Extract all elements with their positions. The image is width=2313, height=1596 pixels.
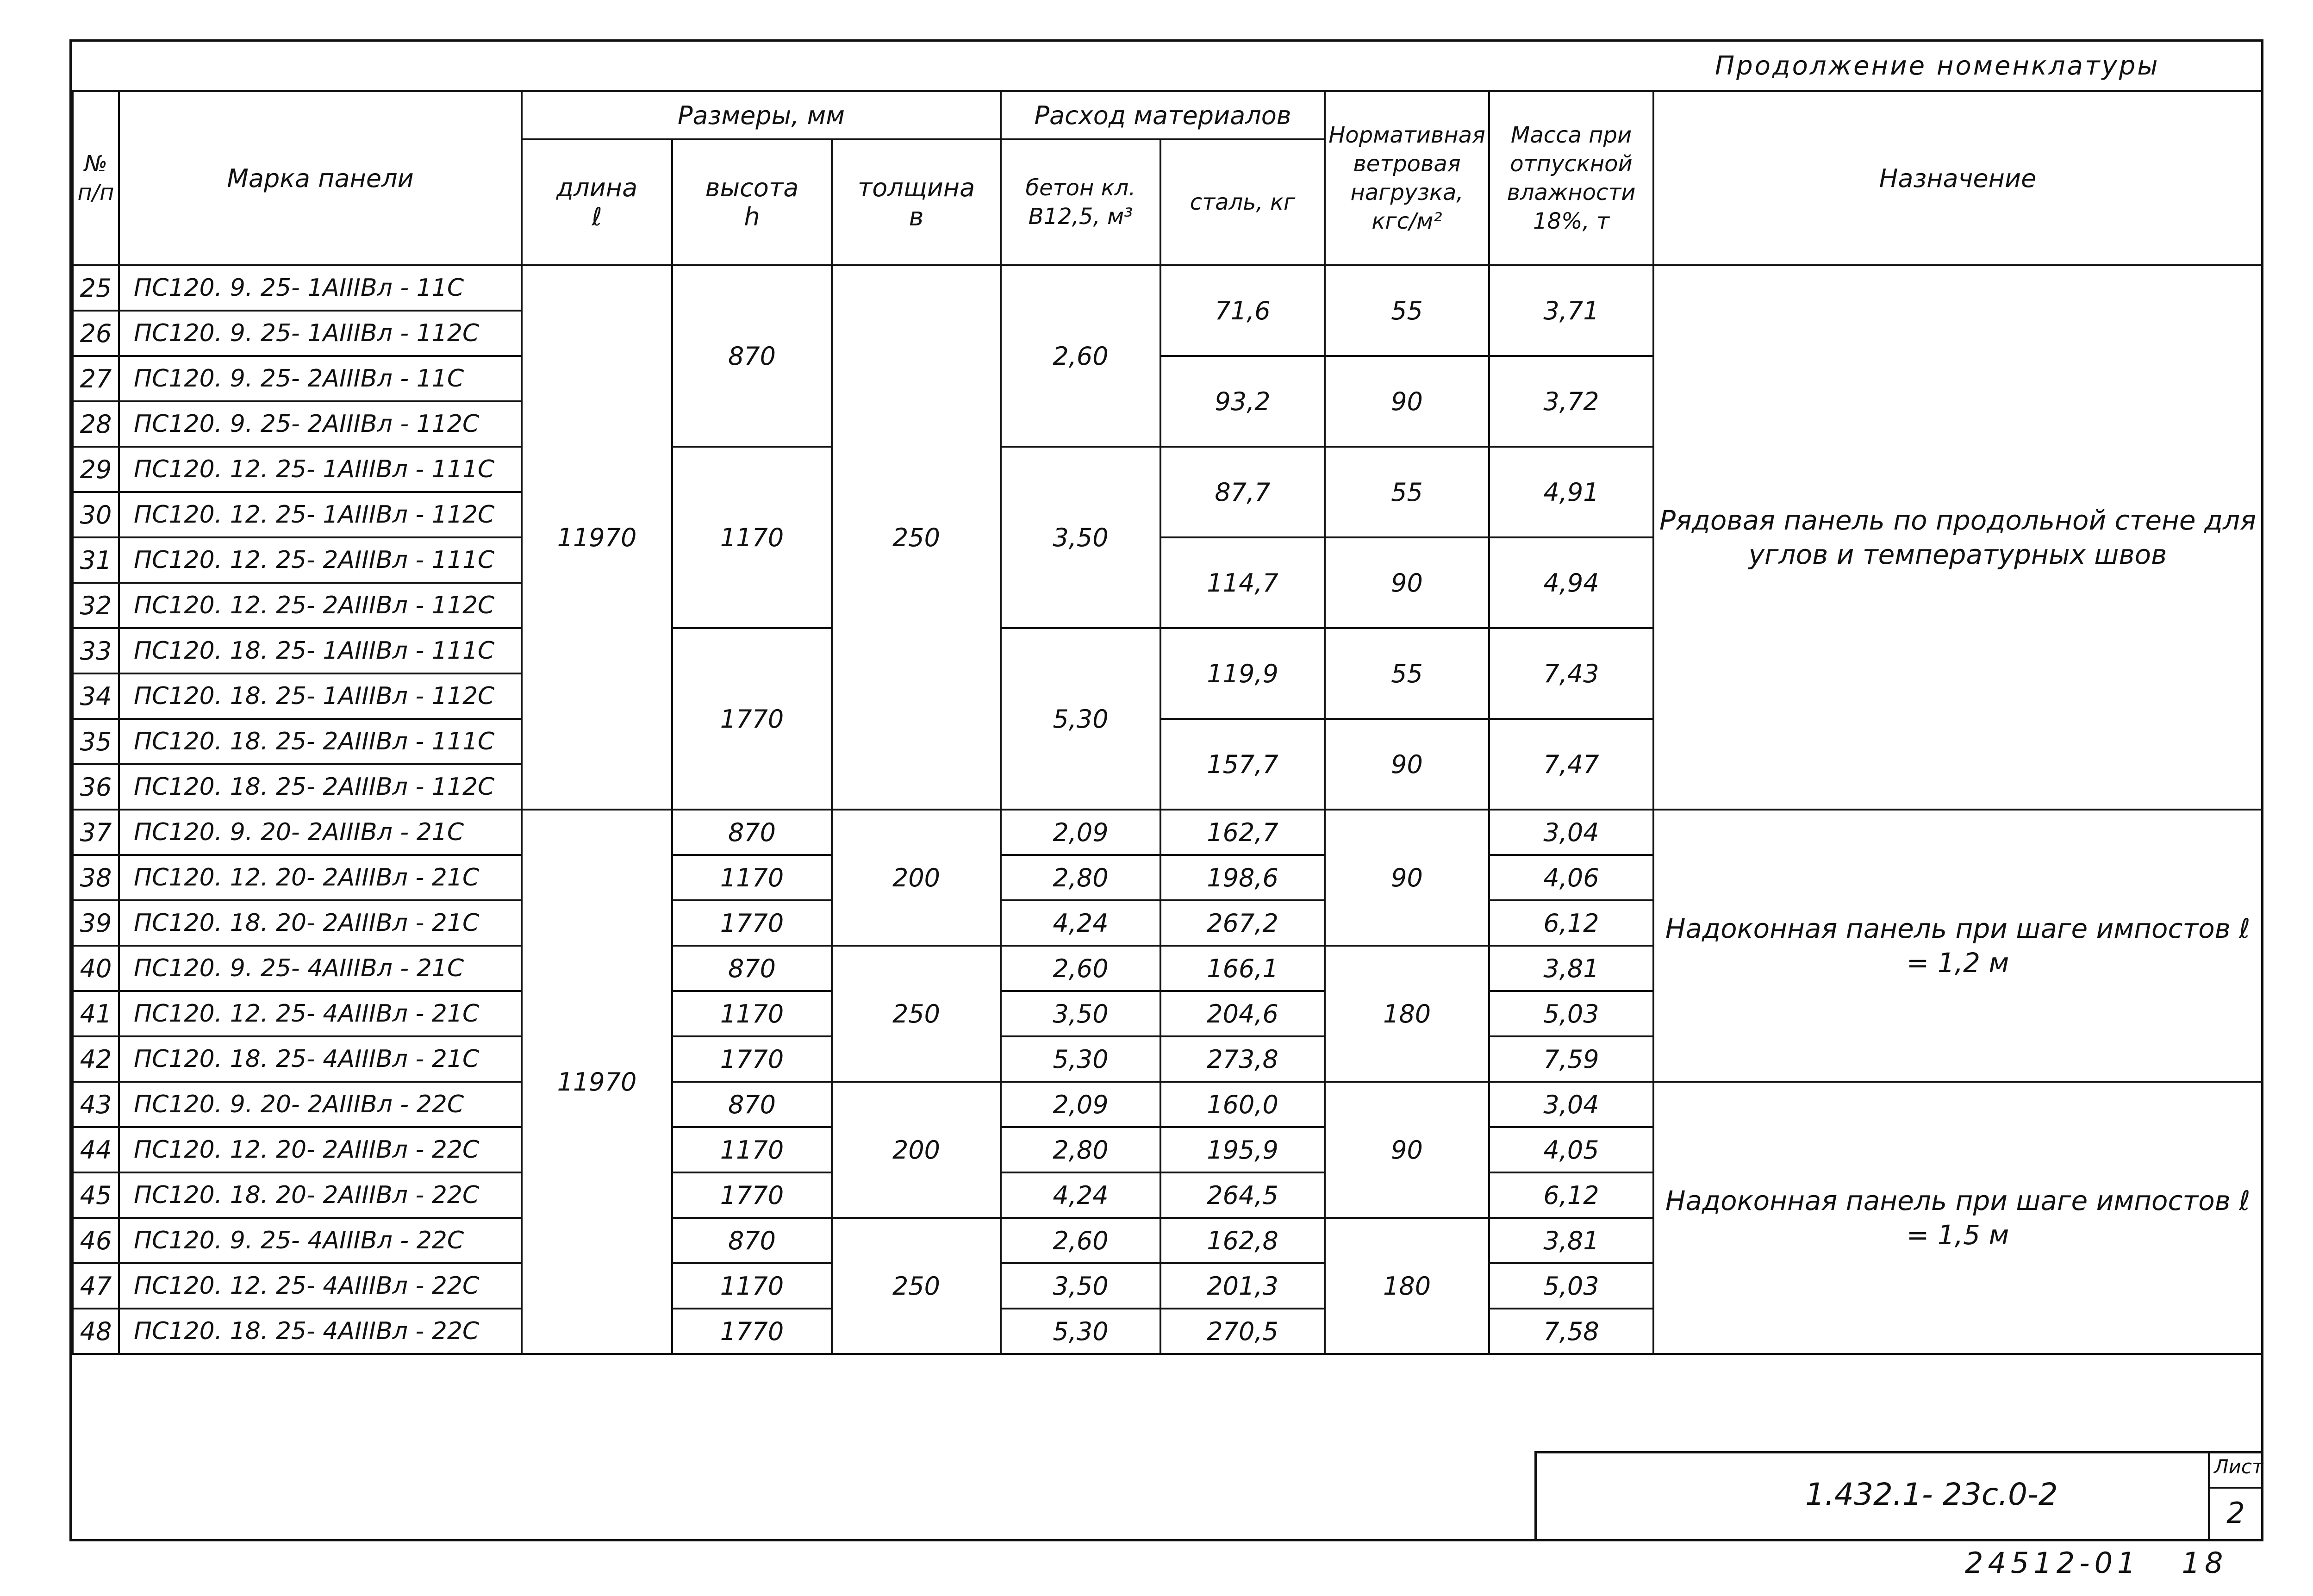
steel-cell: 270,5 xyxy=(1160,1309,1325,1354)
row-mark: ПС120. 12. 25- 2АIIIВл - 112С xyxy=(119,583,522,628)
height-cell: 870 xyxy=(672,1082,832,1127)
row-num: 35 xyxy=(73,719,119,764)
concrete-cell: 3,50 xyxy=(1001,447,1160,628)
length-cell: 11970 xyxy=(522,810,672,1354)
purpose-cell: Рядовая панель по продольной стене для углов и температурных швов xyxy=(1653,265,2262,810)
sheet-divider xyxy=(2210,1487,2261,1489)
length-cell: 11970 xyxy=(522,265,672,810)
row-num: 46 xyxy=(73,1218,119,1263)
steel-cell: 71,6 xyxy=(1160,265,1325,356)
row-mark: ПС120. 9. 20- 2АIIIВл - 22С xyxy=(119,1082,522,1127)
nomenclature-table xyxy=(72,90,2263,1355)
thickness-cell: 200 xyxy=(832,810,1001,946)
thickness-cell: 250 xyxy=(832,946,1001,1082)
height-cell: 1770 xyxy=(672,1036,832,1082)
row-num: 42 xyxy=(73,1036,119,1082)
header-length-symbol: ℓ xyxy=(592,202,602,231)
row-mark: ПС120. 12. 25- 4АIIIВл - 21С xyxy=(119,991,522,1036)
header-height-symbol: h xyxy=(744,202,760,231)
row-num: 34 xyxy=(73,673,119,719)
purpose-cell: Надоконная панель при шаге импостов ℓ = 1,2 м xyxy=(1653,810,2262,1082)
mass-cell: 3,81 xyxy=(1489,1218,1653,1263)
header-length xyxy=(522,139,672,265)
row-num: 48 xyxy=(73,1309,119,1354)
steel-cell: 166,1 xyxy=(1160,946,1325,991)
header-num: № п/п xyxy=(73,91,119,265)
row-mark: ПС120. 9. 25- 4АIIIВл - 21С xyxy=(119,946,522,991)
wind-cell: 180 xyxy=(1325,946,1489,1082)
steel-cell: 267,2 xyxy=(1160,900,1325,946)
steel-cell: 204,6 xyxy=(1160,991,1325,1036)
row-mark: ПС120. 12. 20- 2АIIIВл - 21С xyxy=(119,855,522,900)
mass-cell: 7,47 xyxy=(1489,719,1653,810)
concrete-cell: 3,50 xyxy=(1001,991,1160,1036)
mass-cell: 4,06 xyxy=(1489,855,1653,900)
mass-cell: 3,81 xyxy=(1489,946,1653,991)
row-num: 47 xyxy=(73,1263,119,1309)
header-mass: Масса при отпускной влажности 18%, т xyxy=(1489,91,1653,265)
concrete-cell: 5,30 xyxy=(1001,628,1160,810)
header-dims: Размеры, мм xyxy=(522,91,1001,139)
row-mark: ПС120. 9. 20- 2АIIIВл - 21С xyxy=(119,810,522,855)
header-materials: Расход материалов xyxy=(1001,91,1325,139)
concrete-cell: 2,09 xyxy=(1001,1082,1160,1127)
row-mark: ПС120. 18. 25- 1АIIIВл - 112С xyxy=(119,673,522,719)
mass-cell: 4,91 xyxy=(1489,447,1653,537)
mass-cell: 3,04 xyxy=(1489,1082,1653,1127)
height-cell: 1170 xyxy=(672,855,832,900)
height-cell: 1770 xyxy=(672,1309,832,1354)
row-mark: ПС120. 12. 20- 2АIIIВл - 22С xyxy=(119,1127,522,1172)
drawing-sheet xyxy=(69,39,2263,1541)
sheet-number: 2 xyxy=(2226,1496,2245,1530)
header-thickness-symbol: в xyxy=(909,202,924,231)
height-cell: 870 xyxy=(672,1218,832,1263)
height-cell: 1170 xyxy=(672,1263,832,1309)
purpose-cell: Надоконная панель при шаге импостов ℓ = 1,5 м xyxy=(1653,1082,2262,1354)
row-mark: ПС120. 18. 25- 2АIIIВл - 111С xyxy=(119,719,522,764)
steel-cell: 264,5 xyxy=(1160,1172,1325,1218)
wind-cell: 90 xyxy=(1325,810,1489,946)
steel-cell: 93,2 xyxy=(1160,356,1325,447)
header-height xyxy=(672,139,832,265)
row-mark: ПС120. 18. 20- 2АIIIВл - 22С xyxy=(119,1172,522,1218)
steel-cell: 162,7 xyxy=(1160,810,1325,855)
row-num: 45 xyxy=(73,1172,119,1218)
concrete-cell: 2,80 xyxy=(1001,855,1160,900)
header-purpose: Назначение xyxy=(1653,91,2262,265)
row-mark: ПС120. 18. 25- 2АIIIВл - 112С xyxy=(119,764,522,810)
steel-cell: 114,7 xyxy=(1160,537,1325,628)
header-thickness xyxy=(832,139,1001,265)
concrete-cell: 4,24 xyxy=(1001,1172,1160,1218)
height-cell: 1770 xyxy=(672,628,832,810)
wind-cell: 180 xyxy=(1325,1218,1489,1354)
sheet-number-cell xyxy=(2208,1453,2261,1539)
height-cell: 1170 xyxy=(672,447,832,628)
header-length-label: длина xyxy=(556,173,638,202)
title-block xyxy=(1534,1451,2261,1539)
wind-cell: 55 xyxy=(1325,447,1489,537)
row-mark: ПС120. 18. 25- 4АIIIВл - 21С xyxy=(119,1036,522,1082)
height-cell: 1770 xyxy=(672,900,832,946)
mass-cell: 4,05 xyxy=(1489,1127,1653,1172)
page-number: 18 xyxy=(2182,1546,2228,1580)
row-num: 31 xyxy=(73,537,119,583)
mass-cell: 3,72 xyxy=(1489,356,1653,447)
row-num: 32 xyxy=(73,583,119,628)
concrete-cell: 2,60 xyxy=(1001,946,1160,991)
archive-footer xyxy=(1965,1546,2227,1580)
thickness-cell: 200 xyxy=(832,1082,1001,1218)
steel-cell: 201,3 xyxy=(1160,1263,1325,1309)
row-mark: ПС120. 9. 25- 4АIIIВл - 22С xyxy=(119,1218,522,1263)
row-mark: ПС120. 12. 25- 1АIIIВл - 112С xyxy=(119,492,522,537)
row-num: 40 xyxy=(73,946,119,991)
steel-cell: 157,7 xyxy=(1160,719,1325,810)
concrete-cell: 5,30 xyxy=(1001,1036,1160,1082)
mass-cell: 6,12 xyxy=(1489,900,1653,946)
steel-cell: 198,6 xyxy=(1160,855,1325,900)
mass-cell: 3,71 xyxy=(1489,265,1653,356)
header-height-label: высота xyxy=(705,173,799,202)
sheet-label: Лист xyxy=(2214,1455,2263,1478)
thickness-cell: 250 xyxy=(832,265,1001,810)
header-steel: сталь, кг xyxy=(1160,139,1325,265)
height-cell: 870 xyxy=(672,265,832,447)
height-cell: 870 xyxy=(672,810,832,855)
concrete-cell: 3,50 xyxy=(1001,1263,1160,1309)
steel-cell: 195,9 xyxy=(1160,1127,1325,1172)
row-mark: ПС120. 9. 25- 2АIIIВл - 11С xyxy=(119,356,522,401)
archive-number: 24512-01 xyxy=(1965,1546,2140,1580)
steel-cell: 119,9 xyxy=(1160,628,1325,719)
row-num: 39 xyxy=(73,900,119,946)
row-mark: ПС120. 18. 20- 2АIIIВл - 21С xyxy=(119,900,522,946)
concrete-cell: 4,24 xyxy=(1001,900,1160,946)
row-mark: ПС120. 9. 25- 1АIIIВл - 112С xyxy=(119,311,522,356)
row-num: 30 xyxy=(73,492,119,537)
wind-cell: 90 xyxy=(1325,719,1489,810)
concrete-cell: 2,80 xyxy=(1001,1127,1160,1172)
row-num: 33 xyxy=(73,628,119,673)
steel-cell: 160,0 xyxy=(1160,1082,1325,1127)
row-mark: ПС120. 12. 25- 1АIIIВл - 111С xyxy=(119,447,522,492)
height-cell: 1170 xyxy=(672,991,832,1036)
mass-cell: 6,12 xyxy=(1489,1172,1653,1218)
row-num: 28 xyxy=(73,401,119,447)
header-wind: Нормативная ветровая нагрузка, кгс/м² xyxy=(1325,91,1489,265)
height-cell: 870 xyxy=(672,946,832,991)
mass-cell: 7,43 xyxy=(1489,628,1653,719)
wind-cell: 55 xyxy=(1325,265,1489,356)
header-mark: Марка панели xyxy=(119,91,522,265)
row-num: 25 xyxy=(73,265,119,311)
steel-cell: 162,8 xyxy=(1160,1218,1325,1263)
mass-cell: 7,58 xyxy=(1489,1309,1653,1354)
row-num: 44 xyxy=(73,1127,119,1172)
row-mark: ПС120. 12. 25- 4АIIIВл - 22С xyxy=(119,1263,522,1309)
height-cell: 1170 xyxy=(672,1127,832,1172)
mass-cell: 5,03 xyxy=(1489,991,1653,1036)
wind-cell: 90 xyxy=(1325,537,1489,628)
row-num: 38 xyxy=(73,855,119,900)
row-num: 27 xyxy=(73,356,119,401)
mass-cell: 5,03 xyxy=(1489,1263,1653,1309)
row-mark: ПС120. 18. 25- 1АIIIВл - 111С xyxy=(119,628,522,673)
wind-cell: 90 xyxy=(1325,356,1489,447)
mass-cell: 7,59 xyxy=(1489,1036,1653,1082)
mass-cell: 4,94 xyxy=(1489,537,1653,628)
row-num: 41 xyxy=(73,991,119,1036)
row-num: 36 xyxy=(73,764,119,810)
row-mark: ПС120. 18. 25- 4АIIIВл - 22С xyxy=(119,1309,522,1354)
row-num: 37 xyxy=(73,810,119,855)
wind-cell: 55 xyxy=(1325,628,1489,719)
concrete-cell: 2,60 xyxy=(1001,1218,1160,1263)
document-code: 1.432.1- 23с.0-2 xyxy=(1805,1477,2058,1512)
header-concrete: бетон кл. В12,5, м³ xyxy=(1001,139,1160,265)
concrete-cell: 5,30 xyxy=(1001,1309,1160,1354)
wind-cell: 90 xyxy=(1325,1082,1489,1218)
continuation-caption: Продолжение номенклатуры xyxy=(1715,51,2160,81)
thickness-cell: 250 xyxy=(832,1218,1001,1354)
row-mark: ПС120. 12. 25- 2АIIIВл - 111С xyxy=(119,537,522,583)
row-num: 29 xyxy=(73,447,119,492)
row-mark: ПС120. 9. 25- 2АIIIВл - 112С xyxy=(119,401,522,447)
height-cell: 1770 xyxy=(672,1172,832,1218)
header-thickness-label: толщина xyxy=(857,173,975,202)
concrete-cell: 2,09 xyxy=(1001,810,1160,855)
concrete-cell: 2,60 xyxy=(1001,265,1160,447)
row-mark: ПС120. 9. 25- 1АIIIВл - 11С xyxy=(119,265,522,311)
row-num: 43 xyxy=(73,1082,119,1127)
mass-cell: 3,04 xyxy=(1489,810,1653,855)
row-num: 26 xyxy=(73,311,119,356)
steel-cell: 273,8 xyxy=(1160,1036,1325,1082)
steel-cell: 87,7 xyxy=(1160,447,1325,537)
